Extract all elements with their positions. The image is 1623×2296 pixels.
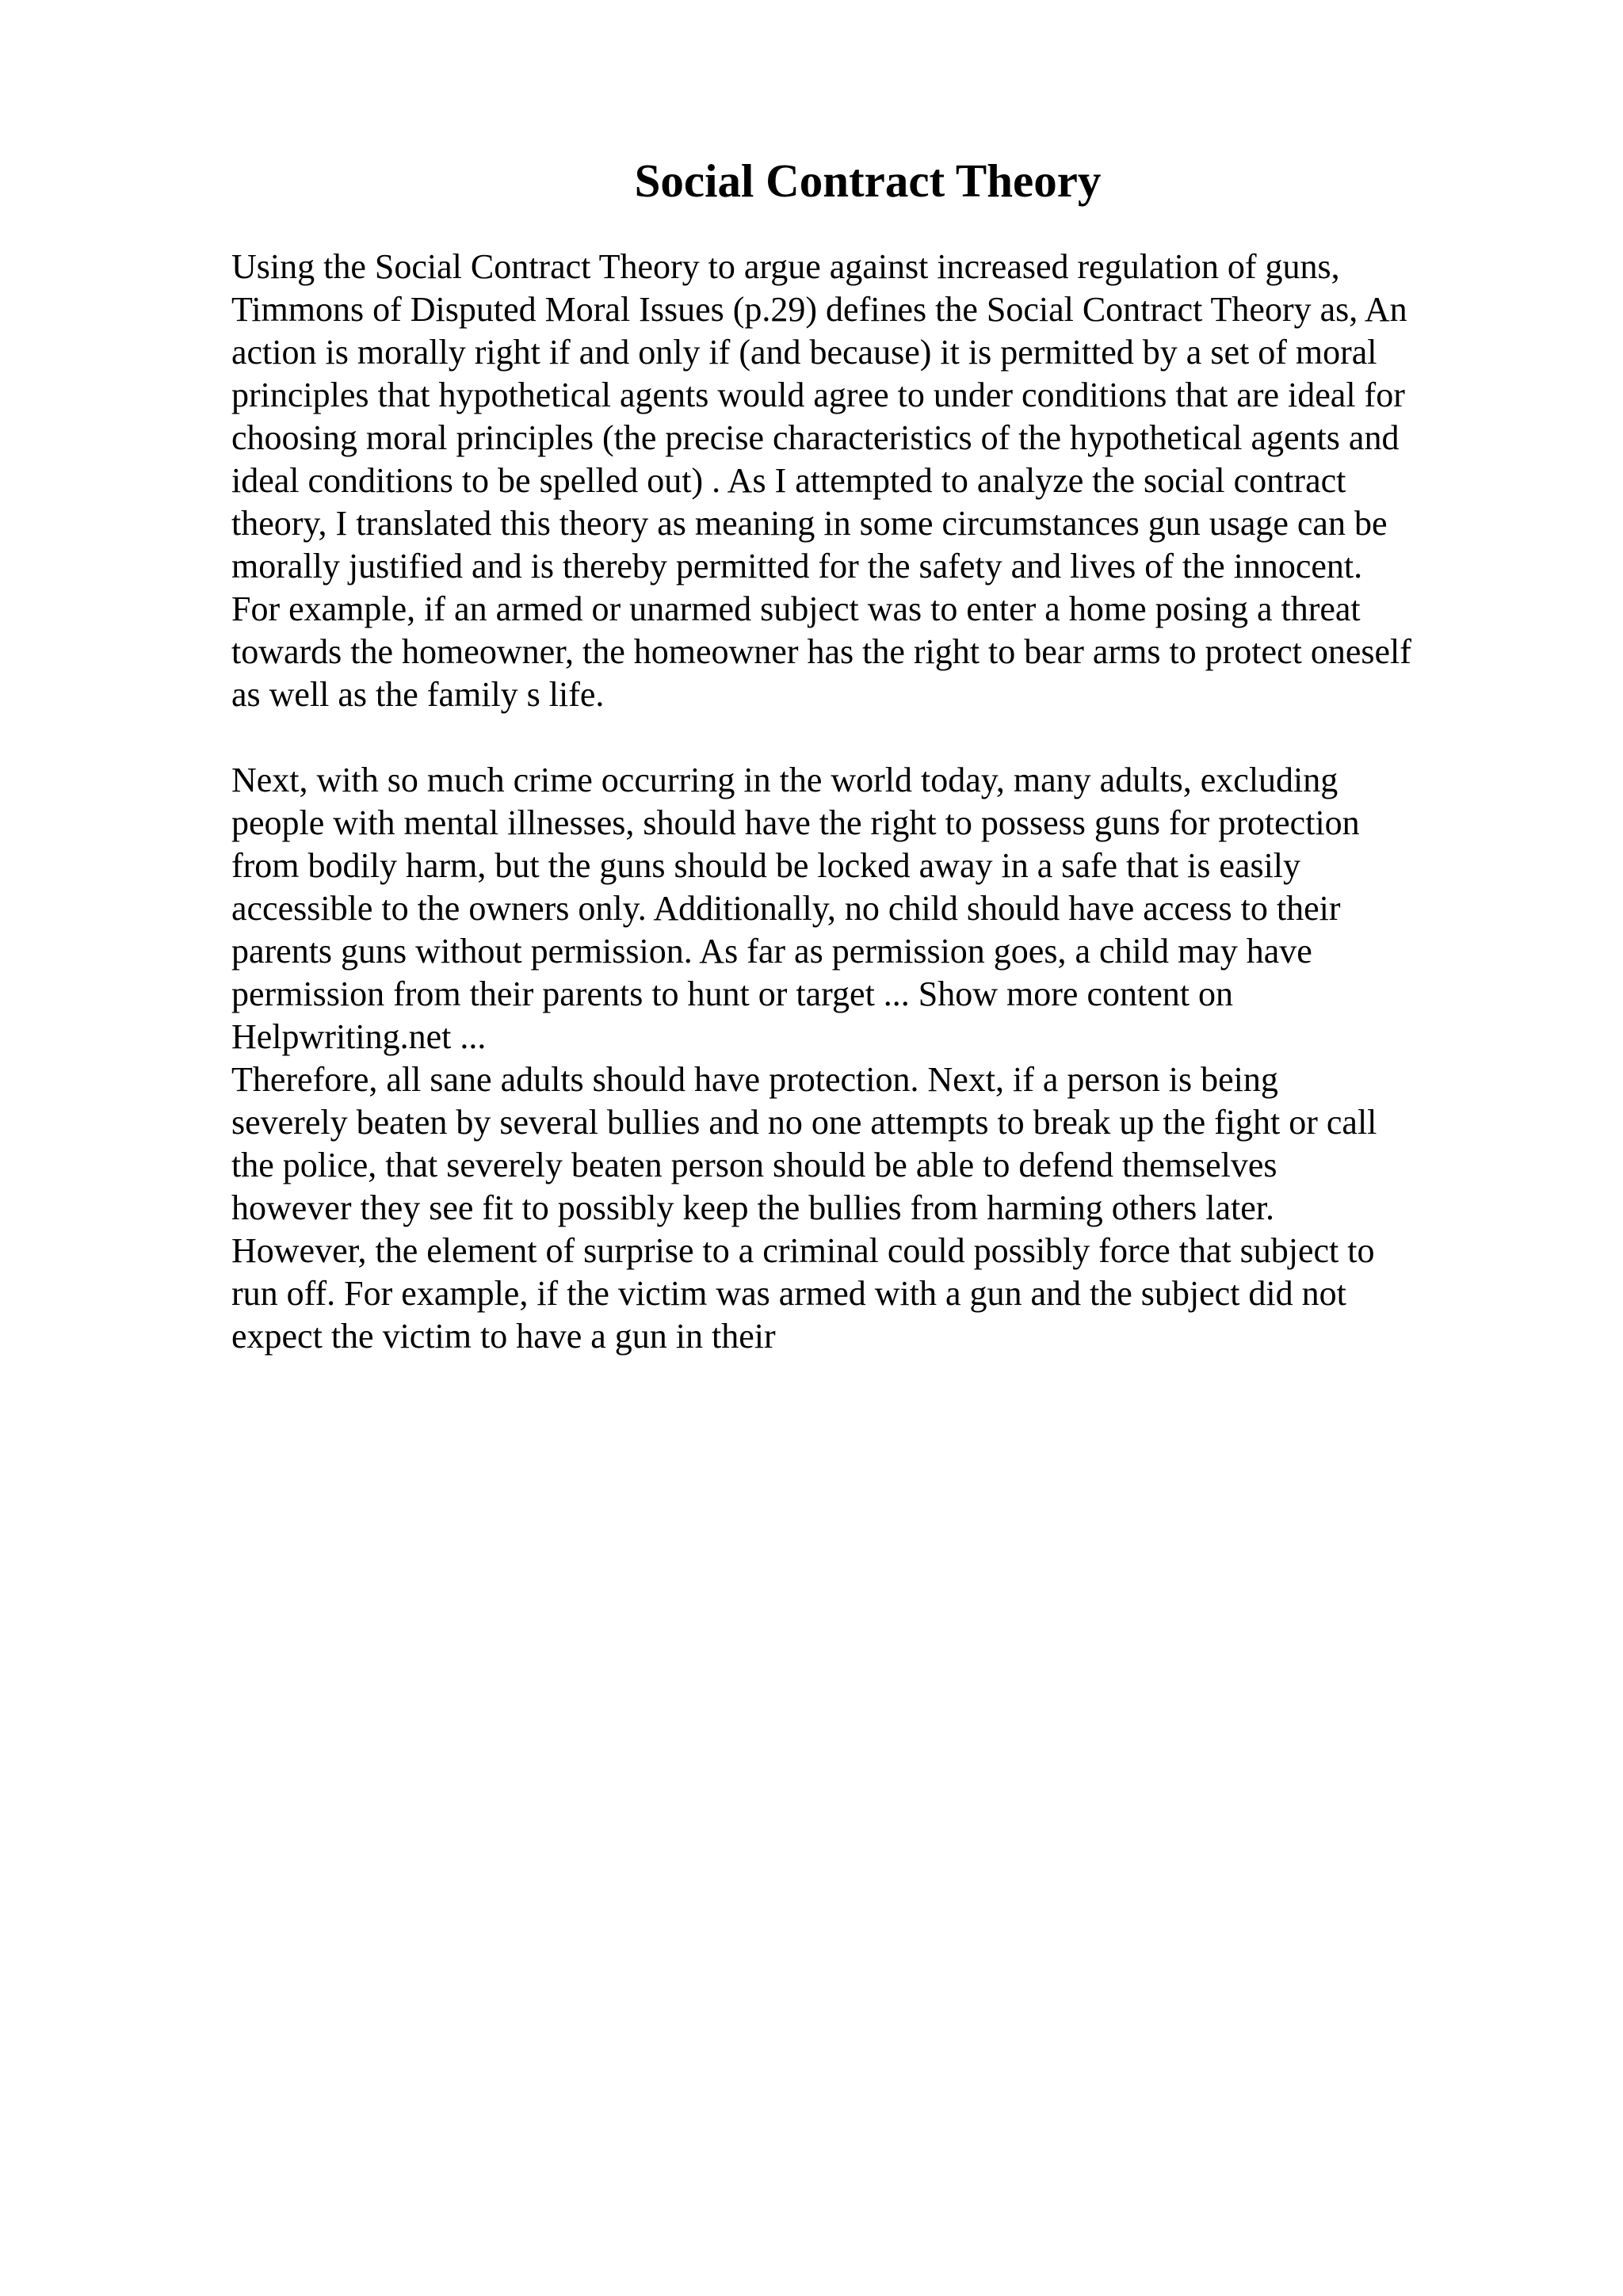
paragraph-3-line-6: run off. For example, if the victim was armed with a gun and the subject did not: [231, 1274, 1346, 1313]
paragraph-1-line-9: For example, if an armed or unarmed subject was to enter a home posing a threat: [231, 589, 1361, 628]
paragraph-3-line-1: Therefore, all sane adults should have protection. Next, if a person is being: [231, 1060, 1278, 1099]
paragraph-2-line-2: people with mental illnesses, should have the right to possess guns for protection: [231, 803, 1360, 842]
paragraph-3-line-7: expect the victim to have a gun in their: [231, 1317, 776, 1356]
paragraph-1-line-3: action is morally right if and only if (and because) it is permitted by a set of moral: [231, 333, 1377, 372]
paragraph-1-line-4: principles that hypothetical agents would agree to under conditions that are ideal for: [231, 376, 1405, 414]
paragraph-2-line-4: accessible to the owners only. Additionally, no child should have access to their: [231, 889, 1341, 928]
paragraph-1-line-2: Timmons of Disputed Moral Issues (p.29) defines the Social Contract Theory as, An: [231, 290, 1407, 329]
paragraph-1-line-8: morally justified and is thereby permitted for the safety and lives of the innocent.: [231, 547, 1363, 585]
paragraph-2-line-5: parents guns without permission. As far as permission goes, a child may have: [231, 932, 1312, 971]
paragraph-2-line-3: from bodily harm, but the guns should be locked away in a safe that is easily: [231, 846, 1301, 885]
paragraph-1-line-5: choosing moral principles (the precise characteristics of the hypothetical agents and: [231, 418, 1400, 457]
paragraph-2-line-7: Helpwriting.net ...: [231, 1017, 487, 1056]
paragraph-3-line-2: severely beaten by several bullies and no one attempts to break up the fight or call: [231, 1103, 1377, 1142]
paragraph-3-line-4: however they see fit to possibly keep the bullies from harming others later.: [231, 1188, 1275, 1227]
document-title: Social Contract Theory: [634, 154, 1102, 207]
paragraph-2-line-1: Next, with so much crime occurring in the world today, many adults, excluding: [231, 761, 1338, 799]
paragraph-3-line-5: However, the element of surprise to a criminal could possibly force that subject to: [231, 1231, 1375, 1270]
paragraph-1-line-10: towards the homeowner, the homeowner has the right to bear arms to protect oneself: [231, 632, 1411, 671]
paragraph-1-line-6: ideal conditions to be spelled out) . As I attempted to analyze the social contract: [231, 461, 1346, 500]
paragraph-3-line-3: the police, that severely beaten person should be able to defend themselves: [231, 1146, 1277, 1184]
paragraph-1-line-1: Using the Social Contract Theory to argue against increased regulation of guns,: [231, 247, 1340, 286]
paragraph-1-line-11: as well as the family s life.: [231, 675, 605, 714]
paragraph-2-line-6: permission from their parents to hunt or target ... Show more content on: [231, 974, 1233, 1013]
paragraph-1-line-7: theory, I translated this theory as meaning in some circumstances gun usage can be: [231, 504, 1388, 543]
